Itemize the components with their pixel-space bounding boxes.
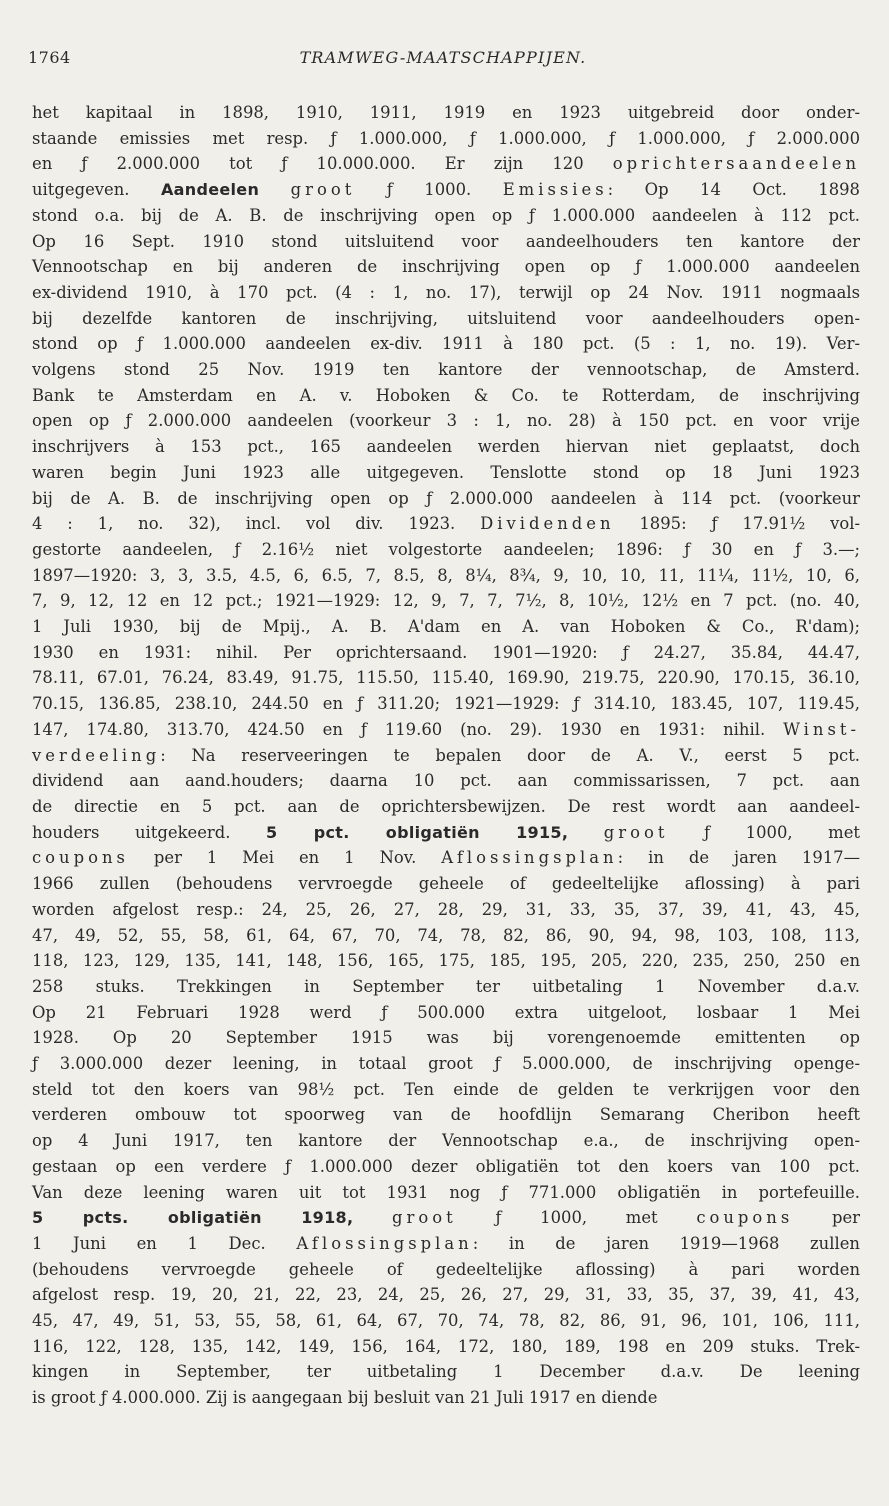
text-line bbox=[32, 306, 860, 332]
text-line bbox=[32, 486, 860, 512]
text-line bbox=[32, 871, 860, 897]
spaced-term: groot bbox=[290, 180, 356, 200]
spaced-term: verdeeling bbox=[32, 745, 161, 765]
text-line bbox=[32, 1334, 860, 1360]
text-line bbox=[32, 126, 860, 152]
text-line bbox=[32, 229, 860, 255]
text-run: 1 Juli 1930, bij de Mpij., A. B. A'dam en A. van Hoboken & Co., R'dam); bbox=[32, 617, 860, 637]
text-run: 1895: ƒ 17.91½ vol- bbox=[614, 514, 860, 534]
text-run: 1928. Op 20 September 1915 was bij vorengenoemde emittenten op bbox=[32, 1028, 860, 1048]
text-run: stond op ƒ 1.000.000 aandeelen ex-div. 1911 à 180 pct. (5 : 1, no. 19). Ver- bbox=[32, 334, 860, 354]
text-line bbox=[32, 1000, 860, 1026]
text-run: bij de A. B. de inschrijving open op ƒ 2.000.000 aandeelen à 114 pct. (voorkeur bbox=[32, 488, 860, 508]
text-line bbox=[32, 923, 860, 949]
spaced-term: Aflossingsplan bbox=[441, 848, 618, 868]
text-line bbox=[32, 383, 860, 409]
text-line bbox=[32, 1180, 860, 1206]
text-run: worden afgelost resp.: 24, 25, 26, 27, 28, 29, 31, 33, 35, 37, 39, 41, 43, 45, bbox=[32, 899, 860, 919]
text-line bbox=[32, 1359, 860, 1385]
text-run: volgens stond 25 Nov. 1919 ten kantore der vennootschap, de Amsterd. bbox=[32, 360, 860, 380]
spaced-term: coupons bbox=[32, 848, 129, 868]
text-run: 1897—1920: 3, 3, 3.5, 4.5, 6, 6.5, 7, 8.5, 8, 8¼, 8¾, 9, 10, 10, 11, 11¼, 11½, 10, 6, bbox=[32, 565, 860, 585]
text-run: Op 16 Sept. 1910 stond uitsluitend voor aandeelhouders ten kantore der bbox=[32, 231, 860, 251]
text-line bbox=[32, 357, 860, 383]
text-line bbox=[32, 743, 860, 769]
text-run: de directie en 5 pct. aan de oprichtersbewijzen. De rest wordt aan aandeel- bbox=[32, 796, 860, 816]
text-run: 116, 122, 128, 135, 142, 149, 156, 164, 172, 180, 189, 198 en 209 stuks. Trek- bbox=[32, 1336, 860, 1356]
text-run: per 1 Mei en 1 Nov. bbox=[128, 848, 442, 868]
spaced-term: groot bbox=[392, 1208, 457, 1228]
text-run: 45, 47, 49, 51, 53, 55, 58, 61, 64, 67, 70, 74, 78, 82, 86, 91, 96, 101, 106, 111, bbox=[32, 1311, 860, 1331]
text-line bbox=[32, 1051, 860, 1077]
text-line bbox=[32, 1257, 860, 1283]
text-run: 258 stuks. Trekkingen in September ter uitbetaling 1 November d.a.v. bbox=[32, 976, 860, 996]
text-run: 1966 zullen (behoudens vervroegde geheele of gedeeltelijke aflossing) à pari bbox=[32, 874, 860, 894]
text-line bbox=[32, 1205, 860, 1231]
text-line bbox=[32, 434, 860, 460]
text-run: uitgegeven. bbox=[32, 180, 161, 200]
text-run: : in de jaren 1919—1968 zullen bbox=[472, 1233, 860, 1253]
text-run: 70.15, 136.85, 238.10, 244.50 en ƒ 311.20; 1921—1929: ƒ 314.10, 183.45, 107, 119.45, bbox=[32, 694, 860, 714]
text-run: 4 : 1, no. 32), incl. vol div. 1923. bbox=[32, 514, 481, 534]
section-heading: 5 pcts. obligatiën 1918, bbox=[32, 1208, 354, 1228]
text-run bbox=[259, 180, 290, 199]
text-line bbox=[32, 100, 860, 126]
text-run: houders uitgekeerd. bbox=[32, 822, 267, 842]
text-run: inschrijvers à 153 pct., 165 aandeelen werden hiervan niet geplaatst, doch bbox=[32, 437, 860, 457]
text-run: staande emissies met resp. ƒ 1.000.000, ƒ 1.000.000, ƒ 1.000.000, ƒ 2.000.000 bbox=[32, 128, 860, 148]
text-line bbox=[32, 511, 860, 537]
text-line bbox=[32, 203, 860, 229]
text-line bbox=[32, 1308, 860, 1334]
text-line bbox=[32, 1385, 860, 1411]
spaced-term: groot bbox=[603, 822, 669, 842]
text-line bbox=[32, 280, 860, 306]
text-run: 47, 49, 52, 55, 58, 61, 64, 67, 70, 74, 78, 82, 86, 90, 94, 98, 103, 108, 113, bbox=[32, 925, 860, 945]
text-run: steld tot den koers van 98½ pct. Ten einde de gelden te verkrijgen voor den bbox=[32, 1079, 860, 1099]
text-line bbox=[32, 845, 860, 871]
page-number: 1764 bbox=[28, 48, 71, 67]
text-line bbox=[32, 691, 860, 717]
text-run: het kapitaal in 1898, 1910, 1911, 1919 en 1923 uitgebreid door onder- bbox=[32, 103, 860, 122]
text-run: gestorte aandeelen, ƒ 2.16½ niet volgestorte aandeelen; 1896: ƒ 30 en ƒ 3.—; bbox=[32, 539, 860, 559]
text-run: (behoudens vervroegde geheele of gedeeltelijke aflossing) à pari worden bbox=[32, 1259, 860, 1279]
text-run: afgelost resp. 19, 20, 21, 22, 23, 24, 25, 26, 27, 29, 31, 33, 35, 37, 39, 41, 43, bbox=[32, 1285, 860, 1305]
text-run: 118, 123, 129, 135, 141, 148, 156, 165, 175, 185, 195, 205, 220, 235, 250, 250 en bbox=[32, 951, 860, 971]
text-run: ƒ 3.000.000 dezer leening, in totaal groot ƒ 5.000.000, de inschrijving openge- bbox=[32, 1054, 860, 1074]
spaced-term: Aflossingsplan bbox=[296, 1233, 473, 1253]
text-run: gestaan op een verdere ƒ 1.000.000 dezer obligatiën tot den koers van 100 pct. bbox=[32, 1156, 860, 1176]
text-run: is groot ƒ 4.000.000. Zij is aangegaan bij besluit van 21 Juli 1917 en diende bbox=[32, 1388, 658, 1408]
text-line bbox=[32, 588, 860, 614]
text-run: per bbox=[793, 1208, 860, 1228]
text-run: 7, 9, 12, 12 en 12 pct.; 1921—1929: 12, 9, 7, 7, 7½, 8, 10½, 12½ en 7 pct. (no. 40, bbox=[32, 591, 860, 611]
text-run: Op 21 Februari 1928 werd ƒ 500.000 extra uitgeloot, losbaar 1 Mei bbox=[32, 1002, 860, 1022]
text-line bbox=[32, 614, 860, 640]
text-line bbox=[32, 794, 860, 820]
running-head: TRAMWEG-MAATSCHAPPIJEN. bbox=[299, 48, 587, 67]
text-run: op 4 Juni 1917, ten kantore der Vennootschap e.a., de inschrijving open- bbox=[32, 1131, 860, 1151]
page-header bbox=[28, 48, 858, 74]
text-run: stond o.a. bij de A. B. de inschrijving open op ƒ 1.000.000 aandeelen à 112 pct. bbox=[32, 205, 860, 225]
text-line bbox=[32, 974, 860, 1000]
text-line bbox=[32, 254, 860, 280]
text-run: 78.11, 67.01, 76.24, 83.49, 91.75, 115.50, 115.40, 169.90, 219.75, 220.90, 170.15, 36.10, bbox=[32, 668, 860, 688]
body-text bbox=[32, 100, 860, 1411]
text-run: : Na reserveeringen te bepalen door de A. V., eerst 5 pct. bbox=[160, 745, 860, 765]
text-run: bij dezelfde kantoren de inschrijving, uitsluitend voor aandeelhouders open- bbox=[32, 308, 860, 328]
text-line bbox=[32, 151, 860, 177]
spaced-term: Dividenden bbox=[480, 514, 615, 534]
text-run: dividend aan aand.houders; daarna 10 pct. aan commissarissen, 7 pct. aan bbox=[32, 771, 860, 791]
text-run: : in de jaren 1917— bbox=[617, 848, 860, 868]
text-line bbox=[32, 537, 860, 563]
text-run: : Op 14 Oct. 1898 bbox=[607, 180, 860, 200]
text-run: waren begin Juni 1923 alle uitgegeven. Tenslotte stond op 18 Juni 1923 bbox=[32, 462, 860, 482]
text-run: kingen in September, ter uitbetaling 1 December d.a.v. De leening bbox=[32, 1362, 860, 1382]
text-run: Van deze leening waren uit tot 1931 nog ƒ 771.000 obligatiën in portefeuille. bbox=[32, 1182, 860, 1202]
text-line bbox=[32, 640, 860, 666]
text-run: 1930 en 1931: nihil. Per oprichtersaand. 1901—1920: ƒ 24.27, 35.84, 44.47, bbox=[32, 642, 860, 662]
text-line bbox=[32, 1282, 860, 1308]
text-line bbox=[32, 331, 860, 357]
text-run: Bank te Amsterdam en A. v. Hoboken & Co. te Rotterdam, de inschrijving bbox=[32, 385, 860, 405]
spaced-term: coupons bbox=[696, 1208, 794, 1228]
text-line bbox=[32, 768, 860, 794]
text-run: 1 Juni en 1 Dec. bbox=[32, 1233, 297, 1253]
text-line bbox=[32, 1025, 860, 1051]
text-run: Vennootschap en bij anderen de inschrijving open op ƒ 1.000.000 aandeelen bbox=[32, 257, 860, 277]
text-line bbox=[32, 1154, 860, 1180]
section-heading: 5 pct. obligatiën 1915, bbox=[266, 822, 569, 842]
spaced-term: Winst- bbox=[783, 719, 860, 739]
text-line bbox=[32, 1128, 860, 1154]
text-line bbox=[32, 665, 860, 691]
text-line bbox=[32, 717, 860, 743]
text-line bbox=[32, 948, 860, 974]
text-line bbox=[32, 460, 860, 486]
text-run: ex-dividend 1910, à 170 pct. (4 : 1, no. 17), terwijl op 24 Nov. 1911 nogmaals bbox=[32, 282, 860, 302]
text-run: en ƒ 2.000.000 tot ƒ 10.000.000. Er zijn 120 bbox=[32, 154, 613, 174]
section-heading: Aandeelen bbox=[160, 180, 260, 200]
text-run: 147, 174.80, 313.70, 424.50 en ƒ 119.60 (no. 29). 1930 en 1931: nihil. bbox=[32, 719, 784, 739]
spaced-term: Emissies bbox=[502, 180, 608, 200]
text-run: open op ƒ 2.000.000 aandeelen (voorkeur 3 : 1, no. 28) à 150 pct. en voor vrije bbox=[32, 411, 860, 431]
text-run: ƒ 1000, met bbox=[456, 1208, 697, 1228]
text-line bbox=[32, 1231, 860, 1257]
text-line bbox=[32, 897, 860, 923]
text-line bbox=[32, 563, 860, 589]
text-run bbox=[568, 823, 604, 842]
text-run: ƒ 1000. bbox=[355, 180, 503, 200]
text-line bbox=[32, 177, 860, 203]
text-line bbox=[32, 408, 860, 434]
text-run: ƒ 1000, met bbox=[668, 822, 861, 842]
text-run bbox=[353, 1208, 392, 1227]
text-line bbox=[32, 820, 860, 846]
text-line bbox=[32, 1102, 860, 1128]
spaced-term: oprichtersaandeelen bbox=[612, 154, 860, 174]
text-line bbox=[32, 1077, 860, 1103]
text-run: verderen ombouw tot spoorweg van de hoofdlijn Semarang Cheribon heeft bbox=[32, 1105, 860, 1125]
